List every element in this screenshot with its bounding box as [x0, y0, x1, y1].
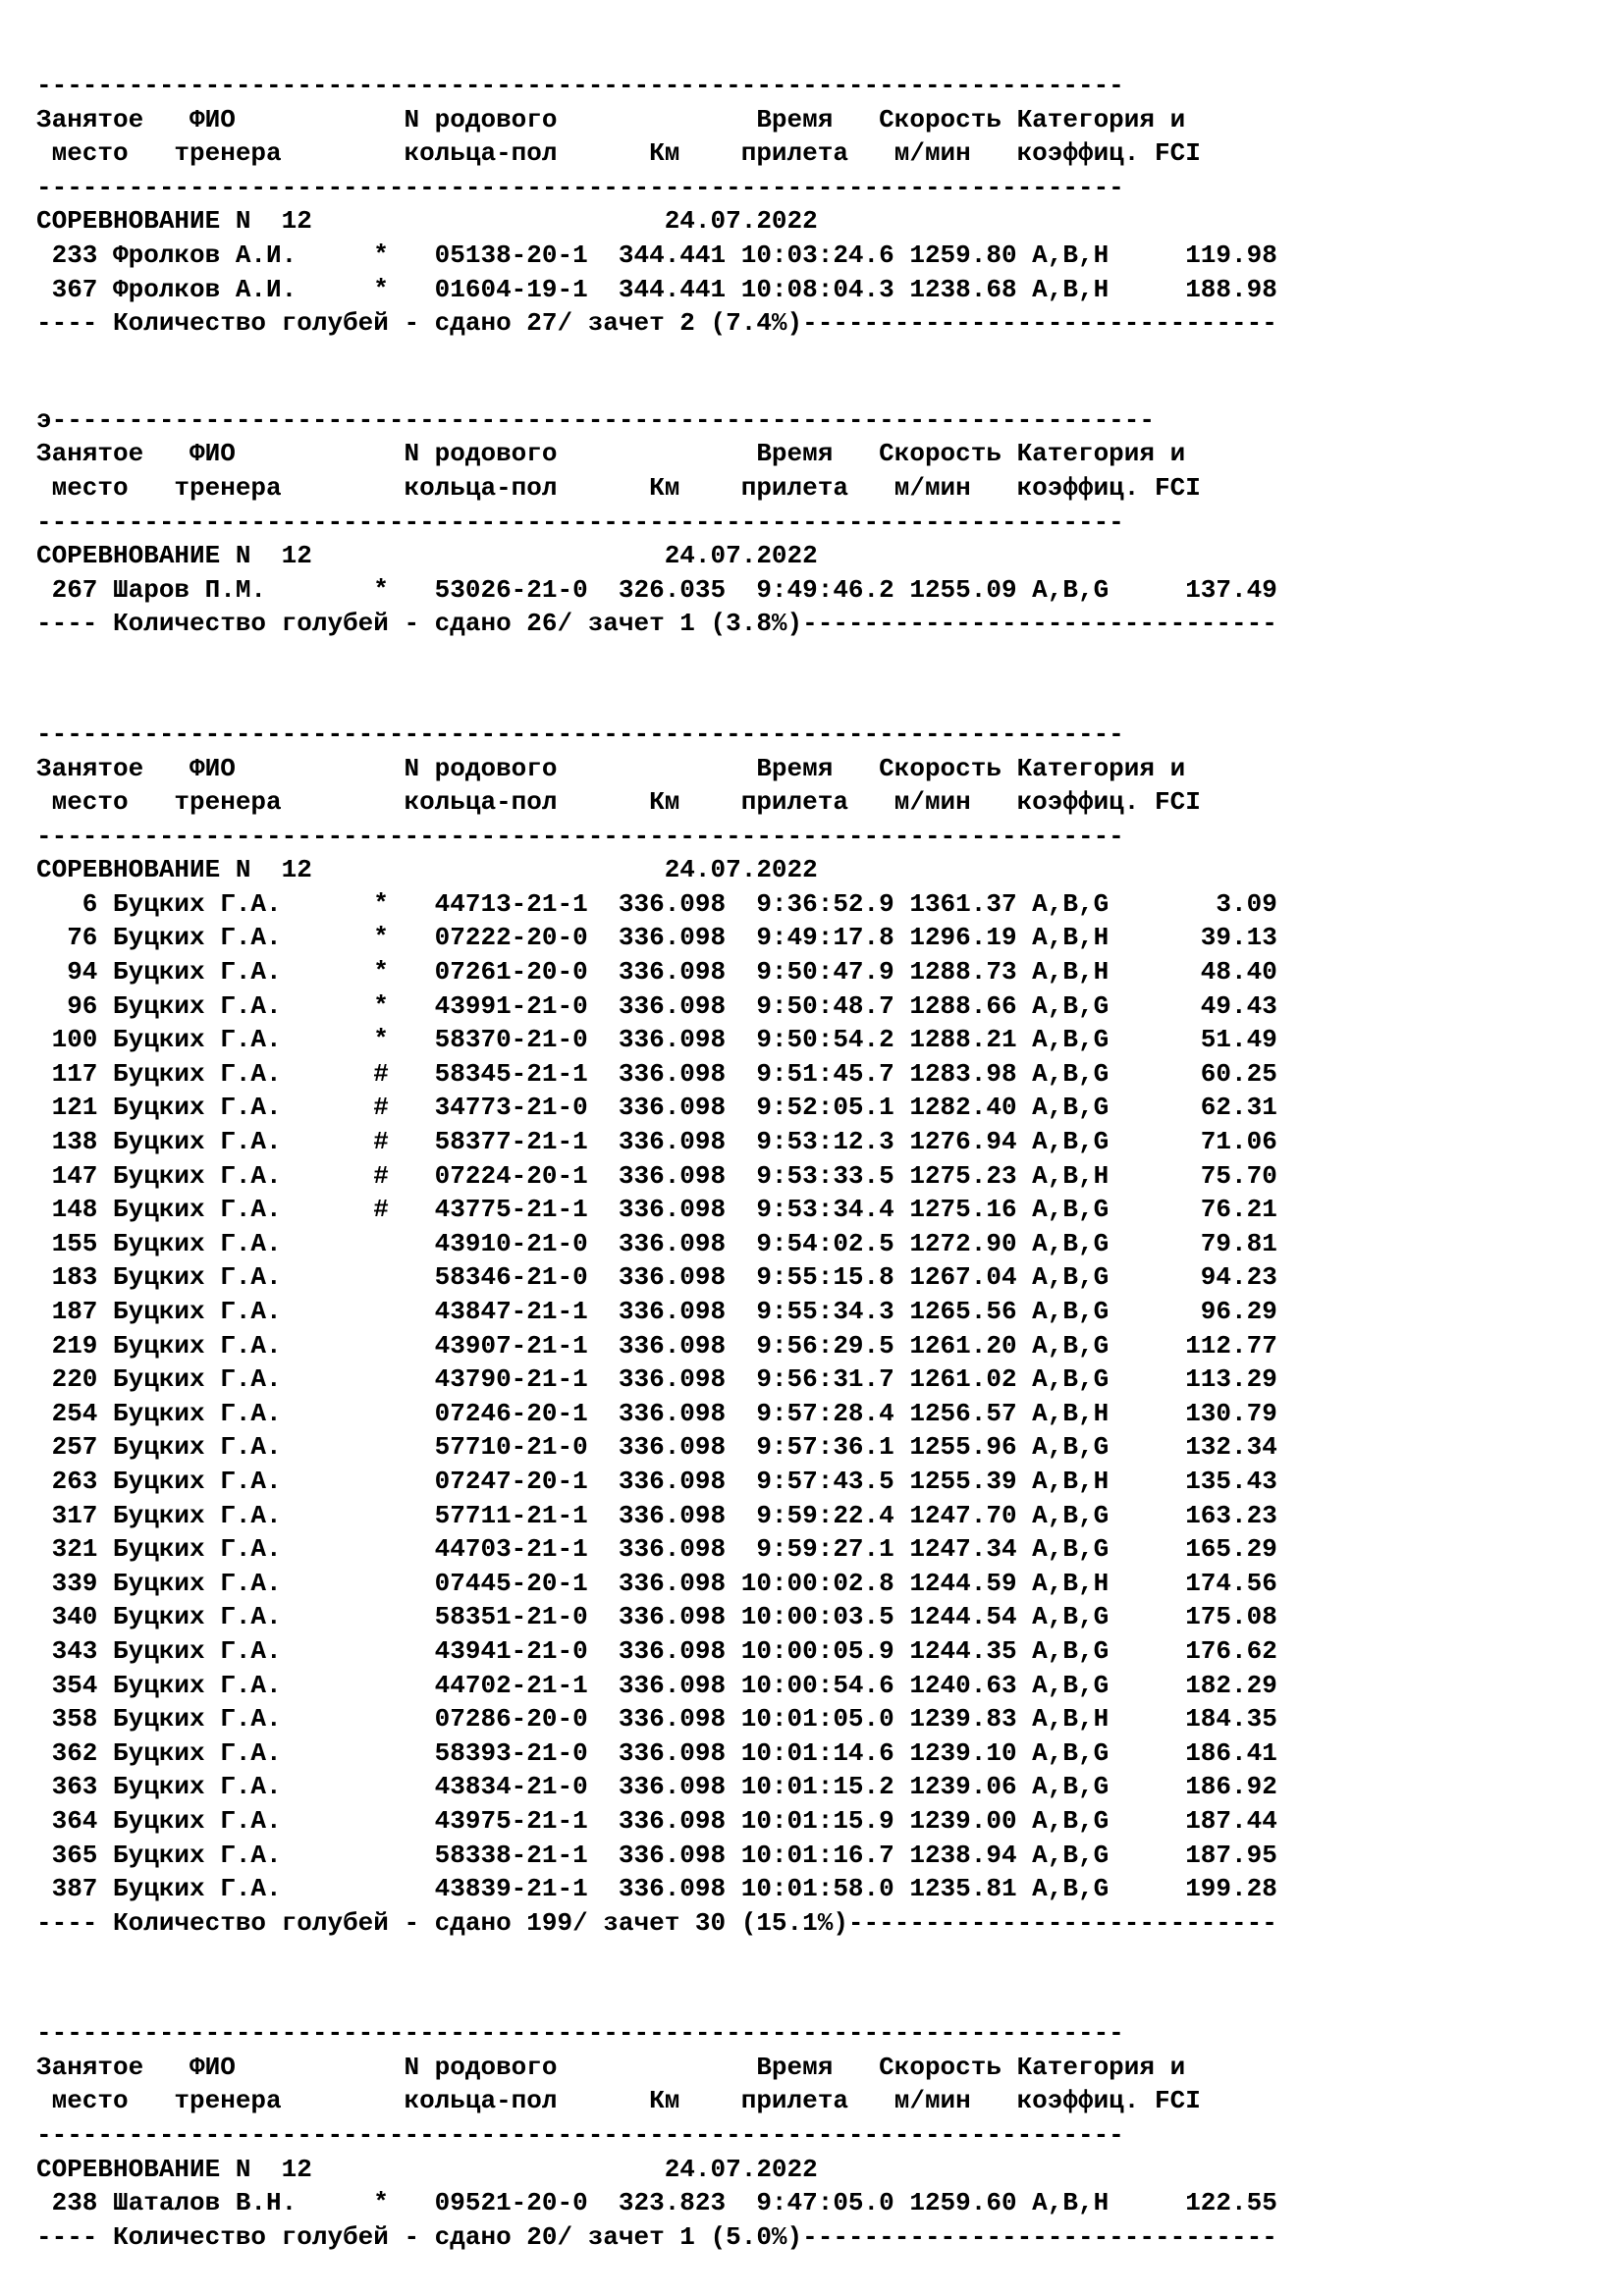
header-rule: ----------------------------------------------------------------------- [36, 172, 1124, 202]
result-row: 100 Буцких Г.А. * 58370-21-0 336.098 9:50:54.2 1288.21 A,B,G 51.49 [36, 1025, 1277, 1055]
result-row: 339 Буцких Г.А. 07445-20-1 336.098 10:00:02.8 1244.59 A,B,H 174.56 [36, 1568, 1277, 1598]
result-row: 147 Буцких Г.А. # 07224-20-1 336.098 9:53:33.5 1275.23 A,B,H 75.70 [36, 1160, 1277, 1191]
result-block [36, 403, 1277, 641]
result-row: 263 Буцких Г.А. 07247-20-1 336.098 9:57:43.5 1255.39 A,B,H 135.43 [36, 1466, 1277, 1496]
top-rule: ----------------------------------------------------------------------- [36, 2018, 1124, 2049]
result-row: 138 Буцких Г.А. # 58377-21-1 336.098 9:53:12.3 1276.94 A,B,G 71.06 [36, 1127, 1277, 1157]
column-header-line-2: место тренера кольца-пол Км прилета м/мин коэффиц. FCI [36, 138, 1201, 169]
column-header-line-2: место тренера кольца-пол Км прилета м/мин коэффиц. FCI [36, 787, 1201, 818]
header-rule: ----------------------------------------------------------------------- [36, 821, 1124, 851]
summary-line: ---- Количество голубей - сдано 26/ зачет 1 (3.8%)------------------------------- [36, 609, 1277, 639]
result-row: 155 Буцких Г.А. 43910-21-0 336.098 9:54:02.5 1272.90 A,B,G 79.81 [36, 1228, 1277, 1258]
column-header-line-1: Занятое ФИО N родового Время Скорость Категория и [36, 104, 1186, 134]
competition-line: СОРЕВНОВАНИЕ N 12 24.07.2022 [36, 2154, 818, 2184]
result-row: 94 Буцких Г.А. * 07261-20-0 336.098 9:50:47.9 1288.73 A,B,H 48.40 [36, 957, 1277, 988]
competition-line: СОРЕВНОВАНИЕ N 12 24.07.2022 [36, 206, 818, 237]
result-row: 365 Буцких Г.А. 58338-21-1 336.098 10:01:16.7 1238.94 A,B,G 187.95 [36, 1840, 1277, 1870]
result-row: 354 Буцких Г.А. 44702-21-1 336.098 10:00:54.6 1240.63 A,B,G 182.29 [36, 1670, 1277, 1700]
result-row: 340 Буцких Г.А. 58351-21-0 336.098 10:00:03.5 1244.54 A,B,G 175.08 [36, 1602, 1277, 1632]
summary-line: ---- Количество голубей - сдано 20/ зачет 1 (5.0%)------------------------------- [36, 2221, 1277, 2252]
column-header-line-1: Занятое ФИО N родового Время Скорость Категория и [36, 439, 1186, 469]
result-row: 187 Буцких Г.А. 43847-21-1 336.098 9:55:34.3 1265.56 A,B,G 96.29 [36, 1297, 1277, 1326]
result-row: 267 Шаров П.М. * 53026-21-0 326.035 9:49:46.2 1255.09 A,B,G 137.49 [36, 574, 1277, 605]
result-row: 219 Буцких Г.А. 43907-21-1 336.098 9:56:29.5 1261.20 A,B,G 112.77 [36, 1330, 1277, 1361]
result-row: 363 Буцких Г.А. 43834-21-0 336.098 10:01:15.2 1239.06 A,B,G 186.92 [36, 1772, 1277, 1802]
result-row: 148 Буцких Г.А. # 43775-21-1 336.098 9:53:34.4 1275.16 A,B,G 76.21 [36, 1195, 1277, 1225]
result-block [36, 2016, 1277, 2254]
result-row: 6 Буцких Г.А. * 44713-21-1 336.098 9:36:52.9 1361.37 A,B,G 3.09 [36, 888, 1277, 919]
column-header-line-1: Занятое ФИО N родового Время Скорость Категория и [36, 753, 1186, 783]
header-rule: ----------------------------------------------------------------------- [36, 507, 1124, 537]
top-rule: ----------------------------------------------------------------------- [36, 719, 1124, 749]
top-rule: э------------------------------------------------------------------------ [36, 404, 1155, 435]
result-row: 254 Буцких Г.А. 07246-20-1 336.098 9:57:28.4 1256.57 A,B,H 130.79 [36, 1398, 1277, 1428]
result-row: 362 Буцких Г.А. 58393-21-0 336.098 10:01:14.6 1239.10 A,B,G 186.41 [36, 1737, 1277, 1768]
result-row: 220 Буцких Г.А. 43790-21-1 336.098 9:56:31.7 1261.02 A,B,G 113.29 [36, 1364, 1277, 1395]
result-row: 117 Буцких Г.А. # 58345-21-1 336.098 9:51:45.7 1283.98 A,B,G 60.25 [36, 1058, 1277, 1089]
competition-line: СОРЕВНОВАНИЕ N 12 24.07.2022 [36, 855, 818, 885]
result-block [36, 69, 1277, 341]
summary-line: ---- Количество голубей - сдано 27/ зачет 2 (7.4%)------------------------------- [36, 308, 1277, 339]
summary-line: ---- Количество голубей - сдано 199/ зачет 30 (15.1%)---------------------------- [36, 1907, 1277, 1938]
result-row: 367 Фролков А.И. * 01604-19-1 344.441 10:08:04.3 1238.68 A,B,H 188.98 [36, 274, 1277, 304]
result-row: 183 Буцких Г.А. 58346-21-0 336.098 9:55:15.8 1267.04 A,B,G 94.23 [36, 1262, 1277, 1293]
top-rule: ----------------------------------------------------------------------- [36, 71, 1124, 100]
result-row: 233 Фролков А.И. * 05138-20-1 344.441 10:03:24.6 1259.80 A,B,H 119.98 [36, 240, 1277, 270]
column-header-line-2: место тренера кольца-пол Км прилета м/мин коэффиц. FCI [36, 2086, 1201, 2116]
result-row: 238 Шаталов В.Н. * 09521-20-0 323.823 9:47:05.0 1259.60 A,B,H 122.55 [36, 2188, 1277, 2218]
column-header-line-1: Занятое ФИО N родового Время Скорость Категория и [36, 2052, 1186, 2082]
result-row: 387 Буцких Г.А. 43839-21-1 336.098 10:01:58.0 1235.81 A,B,G 199.28 [36, 1874, 1277, 1904]
competition-line: СОРЕВНОВАНИЕ N 12 24.07.2022 [36, 541, 818, 571]
result-row: 121 Буцких Г.А. # 34773-21-0 336.098 9:52:05.1 1282.40 A,B,G 62.31 [36, 1093, 1277, 1123]
result-row: 358 Буцких Г.А. 07286-20-0 336.098 10:01:05.0 1239.83 A,B,H 184.35 [36, 1704, 1277, 1735]
result-row: 321 Буцких Г.А. 44703-21-1 336.098 9:59:27.1 1247.34 A,B,G 165.29 [36, 1534, 1277, 1565]
header-rule: ----------------------------------------------------------------------- [36, 2120, 1124, 2151]
result-block [36, 718, 1277, 1940]
report-sheet [36, 69, 1277, 2254]
result-row: 96 Буцких Г.А. * 43991-21-0 336.098 9:50:48.7 1288.66 A,B,G 49.43 [36, 990, 1277, 1021]
result-row: 257 Буцких Г.А. 57710-21-0 336.098 9:57:36.1 1255.96 A,B,G 132.34 [36, 1432, 1277, 1463]
result-row: 317 Буцких Г.А. 57711-21-1 336.098 9:59:22.4 1247.70 A,B,G 163.23 [36, 1500, 1277, 1530]
result-row: 364 Буцких Г.А. 43975-21-1 336.098 10:01:15.9 1239.00 A,B,G 187.44 [36, 1805, 1277, 1836]
result-row: 76 Буцких Г.А. * 07222-20-0 336.098 9:49:17.8 1296.19 A,B,H 39.13 [36, 923, 1277, 953]
result-row: 343 Буцких Г.А. 43941-21-0 336.098 10:00:05.9 1244.35 A,B,G 176.62 [36, 1635, 1277, 1666]
column-header-line-2: место тренера кольца-пол Км прилета м/мин коэффиц. FCI [36, 472, 1201, 503]
